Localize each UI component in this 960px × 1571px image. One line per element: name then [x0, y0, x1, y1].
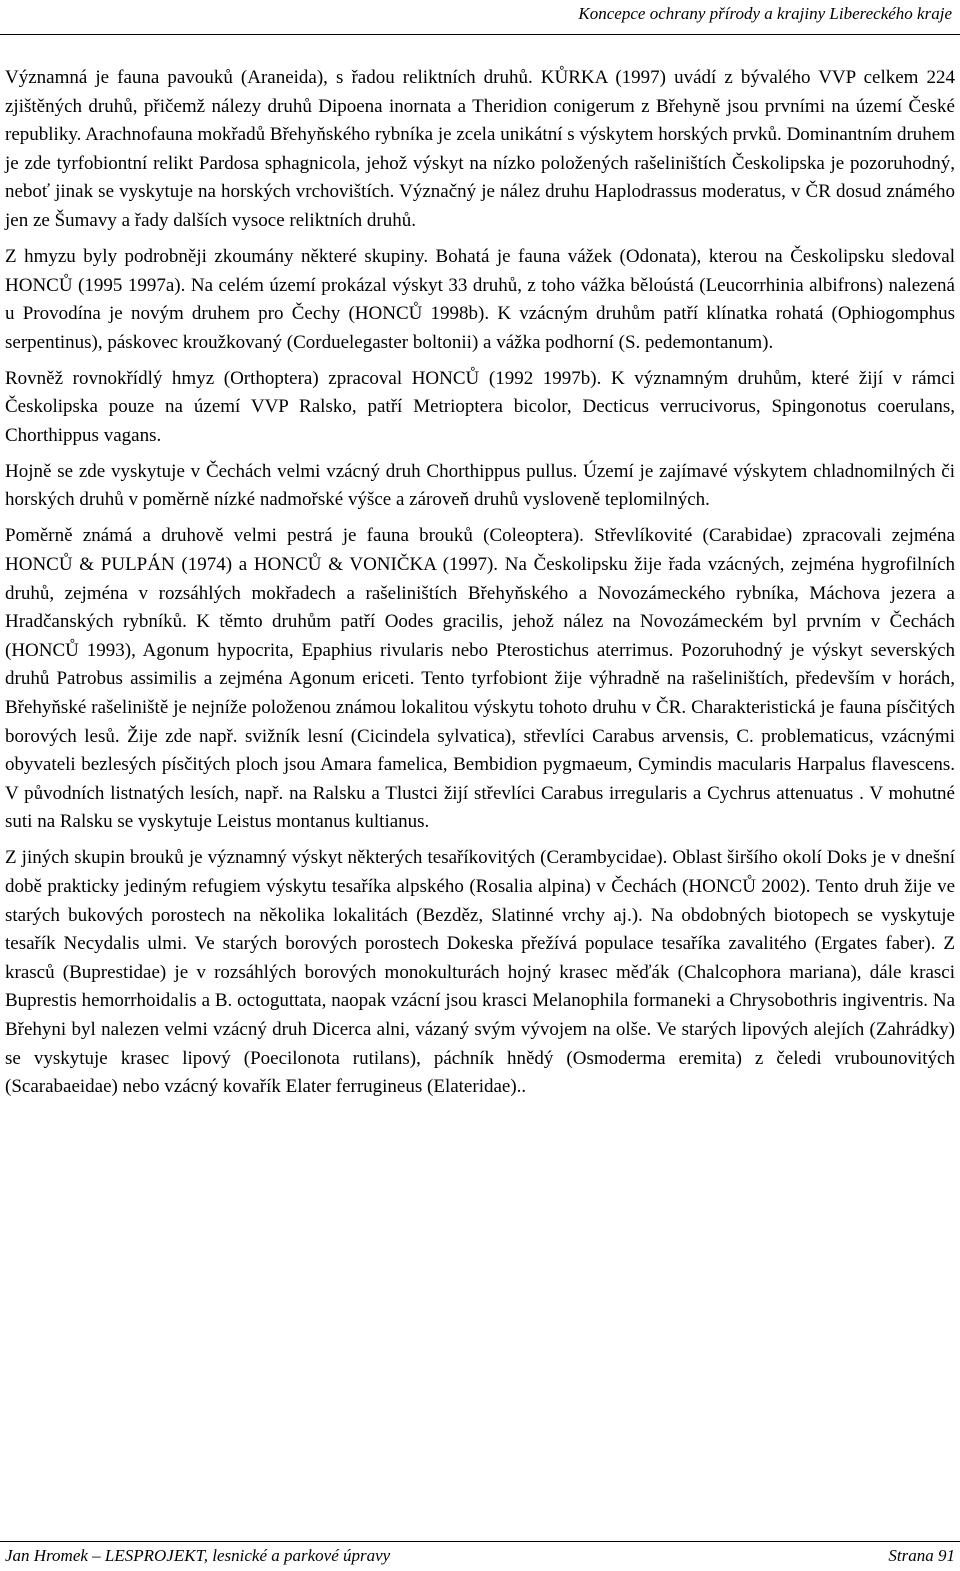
- paragraph-spiders: Významná je fauna pavouků (Araneida), s řadou reliktních druhů. KŮRKA (1997) uvádí z bývalého VVP celkem 224 zjištěných druhů, přičemž nálezy druhů Dipoena inornata a Theridion conigerum z Břehyně jsou prvními na území České republiky. Arachnofauna mokřadů Břehyňského rybníka je zcela unikátní s výskytem horských prvků. Dominantním druhem je zde tyrfobiontní relikt Pardosa sphagnicola, jehož výskyt na nízko položených rašeliništích Českolipska je pozoruhodný, neboť jinak se vyskytuje na horských vrchovištích. Význačný je nález druhu Haplodrassus moderatus, v ČR dosud známého jen ze Šumavy a řady dalších vysoce reliktních druhů.: [5, 67, 955, 231]
- header-rule: [0, 34, 960, 35]
- footer-rule: [0, 1541, 960, 1542]
- paragraph-orthoptera: Rovněž rovnokřídlý hmyz (Orthoptera) zpracoval HONCŮ (1992 1997b). K významným druhům, které žijí v rámci Českolipska pouze na území VVP Ralsko, patří Metrioptera bicolor, Decticus verrucivorus, Spingonotus coerulans, Chorthippus vagans.: [5, 367, 955, 446]
- paragraph-beetles: Poměrně známá a druhově velmi pestrá je fauna brouků (Coleoptera). Střevlíkovité (Carabidae) zpracovali zejména HONCŮ & PULPÁN (1974) a HONCŮ & VONIČKA (1997). Na Českolipsku žije řada vzácných, zejména hygrofilních druhů, zejména v rozsáhlých mokřadech a rašeliništích Břehyňského a Novozámeckého rybníka, Máchova jezera a Hradčanských rybníků. K těmto druhům patří Oodes gracilis, jehož nález na Novozámeckém byl prvním v Čechách (HONCŮ 1993), Agonum hypocrita, Epaphius rivularis nebo Pterostichus aterrimus. Pozoruhodný je výskyt severských druhů Patrobus assimilis a zejména Agonum ericeti. Tento tyrfobiont žije výhradně na rašeliništích, především v horách, Břehyňské rašeliniště je nejníže položenou známou lokalitou výskytu tohoto druhu v ČR. Charakteristická je fauna písčitých borových lesů. Žije zde např. svižník lesní (Cicindela sylvatica), střevlíci Carabus arvensis, C. problematicus, vzácnými obyvateli bezlesých písčitých ploch jsou Amara famelica, Bembidion pygmaeum, Cymindis macularis Harpalus flavescens. V původních listnatých lesích, např. na Ralsku a Tlustci žijí střevlíci Carabus irregularis a Cychrus attenuatus . V mohutné suti na Ralsku se vyskytuje Leistus montanus kultianus.: [5, 525, 955, 833]
- running-header: Koncepce ochrany přírody a krajiny Libereckého kraje: [578, 4, 952, 23]
- footer-author: Jan Hromek – LESPROJEKT, lesnické a parkové úpravy: [5, 1546, 391, 1565]
- page-body: [5, 64, 955, 1109]
- paragraph-dragonflies: Z hmyzu byly podrobněji zkoumány některé skupiny. Bohatá je fauna vážek (Odonata), kterou na Českolipsku sledoval HONCŮ (1995 1997a). Na celém území prokázal výskyt 33 druhů, z toho vážka běloústá (Leucorrhinia albifrons) nalezená u Provodína je novým druhem pro Čechy (HONCŮ 1998b). K vzácným druhům patří klínatka rohatá (Ophiogomphus serpentinus), páskovec kroužkovaný (Corduelegaster boltonii) a vážka podhorní (S. pedemontanum).: [5, 245, 955, 353]
- page-number: Strana 91: [888, 1546, 955, 1565]
- paragraph-chorthippus: Hojně se zde vyskytuje v Čechách velmi vzácný druh Chorthippus pullus. Území je zajímavé výskytem chladnomilných či horských druhů v poměrně nízké nadmořské výšce a zároveň druhů vysloveně teplomilných.: [5, 460, 955, 511]
- paragraph-other-beetles: Z jiných skupin brouků je významný výskyt některých tesaříkovitých (Cerambycidae). Oblast širšího okolí Doks je v dnešní době prakticky jediným refugiem výskytu tesaříka alpského (Rosalia alpina) v Čechách (HONCŮ 2002). Tento druh žije ve starých bukových porostech na několika lokalitách (Bezděz, Slatinné vrchy aj.). Na obdobných biotopech se vyskytuje tesařík Necydalis ulmi. Ve starých borových porostech Dokeska přežívá populace tesaříka zavalitého (Ergates faber). Z krasců (Buprestidae) je v rozsáhlých borových monokulturách hojný krasec měďák (Chalcophora mariana), dále krasci Buprestis hemorrhoidalis a B. octoguttata, naopak vzácní jsou krasci Melanophila formaneki a Chrysobothris ingiventris. Na Břehyni byl nalezen velmi vzácný druh Dicerca alni, vázaný svým vývojem na olše. Ve starých lipových alejích (Zahrádky) se vyskytuje krasec lipový (Poecilonota rutilans), páchník hnědý (Osmoderma eremita) z čeledi vrubounovitých (Scarabaeidae) nebo vzácný kovařík Elater ferrugineus (Elateridae)..: [5, 847, 955, 1098]
